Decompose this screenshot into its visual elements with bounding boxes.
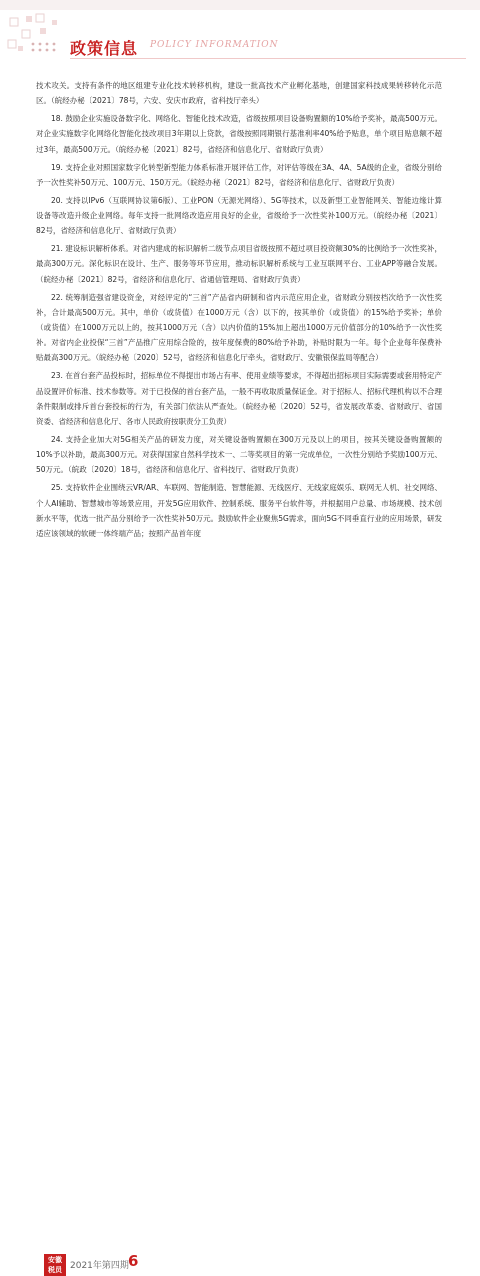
section-subtitle: POLICY INFORMATION — [150, 40, 279, 50]
paragraph-item-23: 23. 在首台套产品投标时，招标单位不得提出市场占有率、使用业绩等要求，不得超出招标项目实际需要或套用特定产品设置评价标准、技术参数等。对于已投保的首台套产品，一般不再收取质量保证金。对于招标人、招标代理机构以不合理条件限制或排斥首台套投标的行为，有关部门依法从严查处。（皖经办秘〔2020〕52号，省发展改革委、省财政厅、省国资委、省经济和信息化厅、各市人民政府按职责分工负责） — [36, 371, 442, 427]
paragraph-item-20: 20. 支持以IPv6（互联网协议第6版）、工业PON（无源光网络）、5G等技术，以及新型工业智能网关、智能边缘计算设备等改造升级企业网络。每年支持一批网络改造应用良好的企业，省级给予一次性奖补100万元。（皖经办秘〔2021〕82号，省经济和信息化厅、省财政厅负责） — [36, 195, 442, 236]
section-title: 政策信息 — [70, 39, 139, 58]
paragraph-item-24: 24. 支持企业加大对5G相关产品的研发力度，对关键设备购置额在300万元及以上的项目，按其关键设备购置额的10%予以补助，最高300万元。对获得国家自然科学技术一、二等奖项目的第一完成单位，一次性分别给予奖励100万元、50万元。（皖政〔2020〕18号，省经济和信息化厅、省科技厅、省财政厅负责） — [36, 435, 442, 475]
page-number: 6 — [128, 1252, 139, 1270]
header-divider — [70, 58, 466, 59]
publication-logo — [44, 1254, 66, 1276]
paragraph-continued: 技术攻关。支持有条件的地区组建专业化技术转移机构，建设一批高技术产业孵化基地，创建国家科技成果转移转化示范区。（皖经办秘〔2021〕78号，六安、安庆市政府，省科技厅牵头） — [36, 81, 442, 106]
logo-text-top: 安徽 — [48, 1256, 62, 1264]
logo-text-bottom: 税员 — [48, 1266, 62, 1274]
paragraph-item-21: 21. 建设标识解析体系。对省内建成的标识解析二级节点项目省级按照不超过项目投资额30%的比例给予一次性奖补，最高300万元。深化标识在设计、生产、服务等环节应用，推动标识解析系统与工业互联网平台、工业APP等融合发展。（皖经办秘〔2021〕82号，省经济和信息化厅、省通信管理局、省财政厅负责） — [36, 244, 442, 284]
paragraph-item-18: 18. 鼓励企业实施设备数字化、网络化、智能化技术改造，省级按照项目设备购置额的10%给予奖补，最高500万元。对企业实施数字化网络化智能化技改项目3年期以上贷款，省级按照同期银行基准利率40%给予贴息，单个项目贴息额不超过3年，最高500万元。（皖经办秘〔2021〕82号，省经济和信息化厅、省财政厅负责） — [36, 114, 442, 154]
paragraph-item-25: 25. 支持软件企业围绕云VR/AR、车联网、智能制造、智慧能源、无线医疗、无线家庭娱乐、联网无人机、社交网络、个人AI辅助、智慧城市等场景应用，开发5G应用软件、控制系统、服务平台软件等，并根据用户总量、市场规模、技术创新水平等，优选一批产品分别给予一次性奖补50万元。鼓励软件企业聚焦5G需求，面向5G不同垂直行业的应用场景，研发适应该领域的软硬一体终端产品；按照产品首年度 — [36, 483, 442, 539]
page-footer — [0, 622, 480, 1274]
paragraph-item-22: 22. 统筹制造强省建设资金，对经评定的“三首”产品省内研制和省内示范应用企业，省财政分别按档次给予一次性奖补，合计最高500万元。其中，单价（或货值）在1000万元（含）以下的，按其单价（或货值）的15%给予奖补；单价（或货值）在1000万元以上的，按其1000万元（含）以内价值的15%加上超出1000万元价值部分的10%给予一次性奖补。对省内企业投保“三首”产品推广应用综合险的，按年度保费的80%给予补助，补贴时限为一年。每个企业每年保费补贴最高300万元。（皖经办秘〔2020〕52号，省经济和信息化厅牵头，省财政厅、安徽银保监局等配合） — [36, 292, 442, 363]
page-header — [0, 0, 480, 78]
paragraph-item-19: 19. 支持企业对照国家数字化转型新型能力体系标准开展评估工作，对评估等级在3A、4A、5A级的企业，省级分别给予一次性奖补50万元、100万元、150万元。（皖经办秘〔2021〕82号，省经济和信息化厅、省财政厅负责） — [36, 162, 442, 187]
issue-label: 2021年第四期 — [70, 1261, 129, 1271]
article-body — [36, 78, 442, 544]
